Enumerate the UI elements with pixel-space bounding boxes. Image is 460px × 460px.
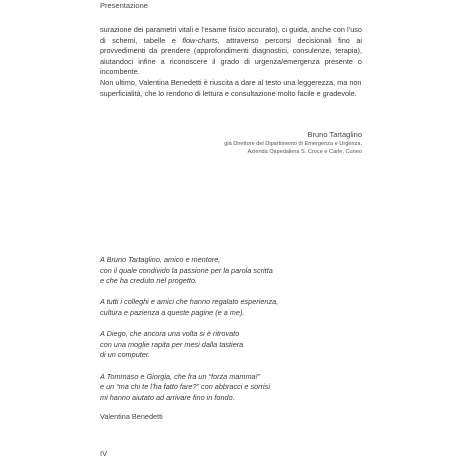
dedication-colleagues: [100, 297, 362, 318]
dedication-line: A Tommaso e Giorgia, che fra un “forza mamma!”: [100, 371, 261, 381]
dedication-children: [100, 372, 362, 404]
signature-title-line: già Direttore del Dipartimento di Emergenza e Urgenza,: [224, 141, 362, 147]
signature-affiliation-line: Azienda Ospedaliera S. Croce e Carle, Cuneo: [247, 149, 362, 156]
signature-block: [224, 130, 362, 157]
dedication-line: di un computer.: [100, 350, 151, 360]
dedication-line: mi hanno aiutato ad arrivare fino in fondo.: [100, 392, 235, 402]
paragraph-1-emphasis: flow-charts: [182, 35, 218, 45]
dedication-line: A Diego, che ancora una volta si è ritrovato: [100, 329, 240, 339]
dedication-line: A tutti i colleghi e amici che hanno regalato esperienza,: [100, 297, 279, 307]
paragraph-2: Non ultimo, Valentina Benedetti è riuscita a dare al testo una leggerezza, ma non superficialità, che lo rendono di lettura e consultazione molto facile e gradevole.: [100, 77, 362, 98]
running-head: Presentazione: [100, 1, 148, 10]
dedications: [100, 255, 362, 414]
dedication-line: e che ha creduto nel progetto.: [100, 276, 197, 286]
dedication-diego: [100, 329, 362, 361]
dedication-line: con una moglie rapita per mesi dalla tastiera: [100, 339, 244, 349]
dedication-line: con il quale condivido la passione per la parola scritta: [100, 265, 273, 275]
presentation-text: [100, 25, 362, 99]
dedication-line: A Bruno Tartaglino, amico e mentore,: [100, 255, 221, 264]
signature-name: Bruno Tartaglino: [307, 130, 362, 139]
paragraph-1: [100, 25, 362, 78]
paragraph-1-part-a: surazione dei parametri vitali e l’esame fisico accurato), ci guida, anche con l’uso di schemi, tabelle e: [100, 25, 362, 45]
dedication-signature: Valentina Benedetti: [100, 412, 163, 421]
page-number: IV: [100, 449, 108, 458]
dedication-line: cultura e pazienza a queste pagine (e a me).: [100, 307, 245, 317]
dedication-bruno: [100, 255, 362, 287]
dedication-line: e un “ma chi te l’ha fatto fare?” con abbracci e sorrisi: [100, 382, 270, 392]
paragraph-1-part-b: , attraverso percorsi decisionali fino ai provvedimenti da prendere (approfondimenti diagnostici, consulenze, terapia), aiutandoci infine a riconoscere il grado di urgenza/emergenza presente o incombente.: [100, 35, 363, 77]
